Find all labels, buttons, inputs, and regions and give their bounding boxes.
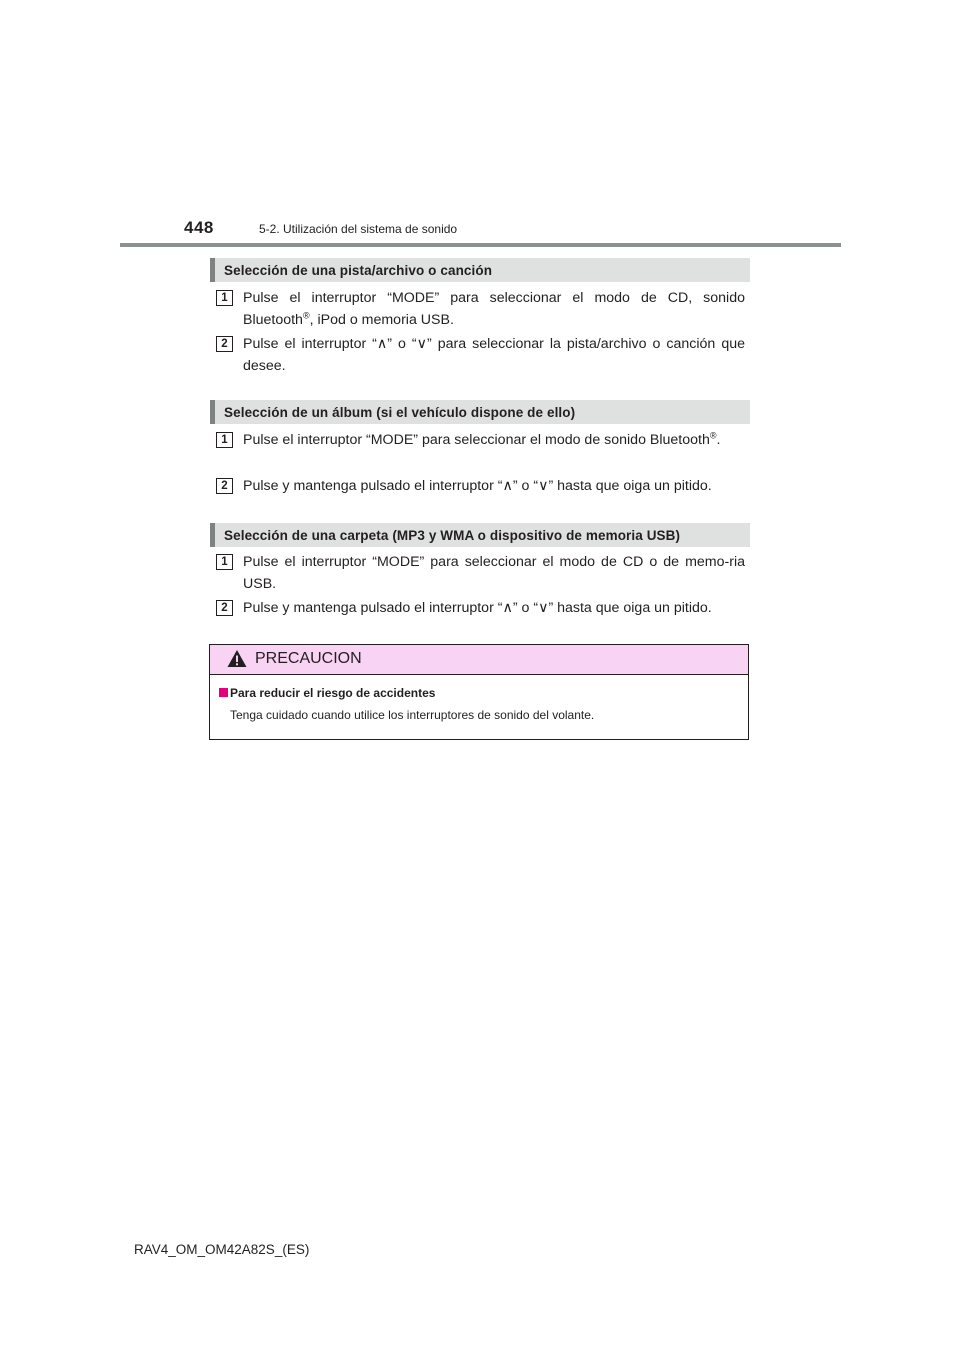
page-number: 448	[184, 218, 214, 237]
caution-box	[209, 644, 749, 740]
step-number-badge: 1	[216, 432, 233, 448]
step-number-badge: 2	[216, 478, 233, 494]
step-text: Pulse el interruptor “MODE” para seleccionar el modo de CD, sonido Bluetooth®, iPod o memoria USB.	[243, 290, 745, 328]
step-text: Pulse el interruptor “∧” o “∨” para seleccionar la pista/archivo o canción que desee.	[243, 336, 745, 374]
registered-mark: ®	[302, 309, 310, 320]
section-title: Selección de un álbum (si el vehículo dispone de ello)	[224, 405, 576, 420]
step-text: Pulse el interruptor “MODE” para seleccionar el modo de CD o de memo-ria USB.	[243, 554, 745, 592]
caution-header	[210, 645, 748, 675]
step-number-badge: 2	[216, 336, 233, 352]
step-text: Pulse y mantenga pulsado el interruptor “∧” o “∨” hasta que oiga un pitido.	[243, 478, 712, 494]
heading-accent	[210, 258, 215, 282]
section-header: 5-2. Utilización del sistema de sonido	[259, 222, 458, 236]
registered-mark: ®	[709, 430, 717, 441]
section-heading-album	[210, 400, 750, 424]
section-heading-track	[210, 258, 750, 282]
section-title: Selección de una pista/archivo o canción	[224, 263, 493, 278]
caution-subtitle: Para reducir el riesgo de accidentes	[230, 686, 436, 700]
step-number-badge: 1	[216, 290, 233, 306]
section-heading-folder	[210, 523, 750, 547]
step-number-badge: 1	[216, 554, 233, 570]
square-bullet-icon	[219, 688, 228, 697]
caution-title: PRECAUCION	[255, 650, 362, 667]
caution-body: Tenga cuidado cuando utilice los interruptores de sonido del volante.	[230, 708, 595, 722]
step-number-badge: 2	[216, 600, 233, 616]
footer-doc-code: RAV4_OM_OM42A82S_(ES)	[134, 1242, 310, 1257]
section-title: Selección de una carpeta (MP3 y WMA o dispositivo de memoria USB)	[224, 528, 681, 543]
heading-accent	[210, 400, 215, 424]
heading-accent	[210, 523, 215, 547]
warning-triangle-icon	[227, 649, 247, 668]
step-text: Pulse y mantenga pulsado el interruptor “∧” o “∨” hasta que oiga un pitido.	[243, 600, 712, 616]
step-text: Pulse el interruptor “MODE” para seleccionar el modo de sonido Bluetooth®.	[243, 430, 721, 448]
header-divider	[120, 243, 841, 247]
